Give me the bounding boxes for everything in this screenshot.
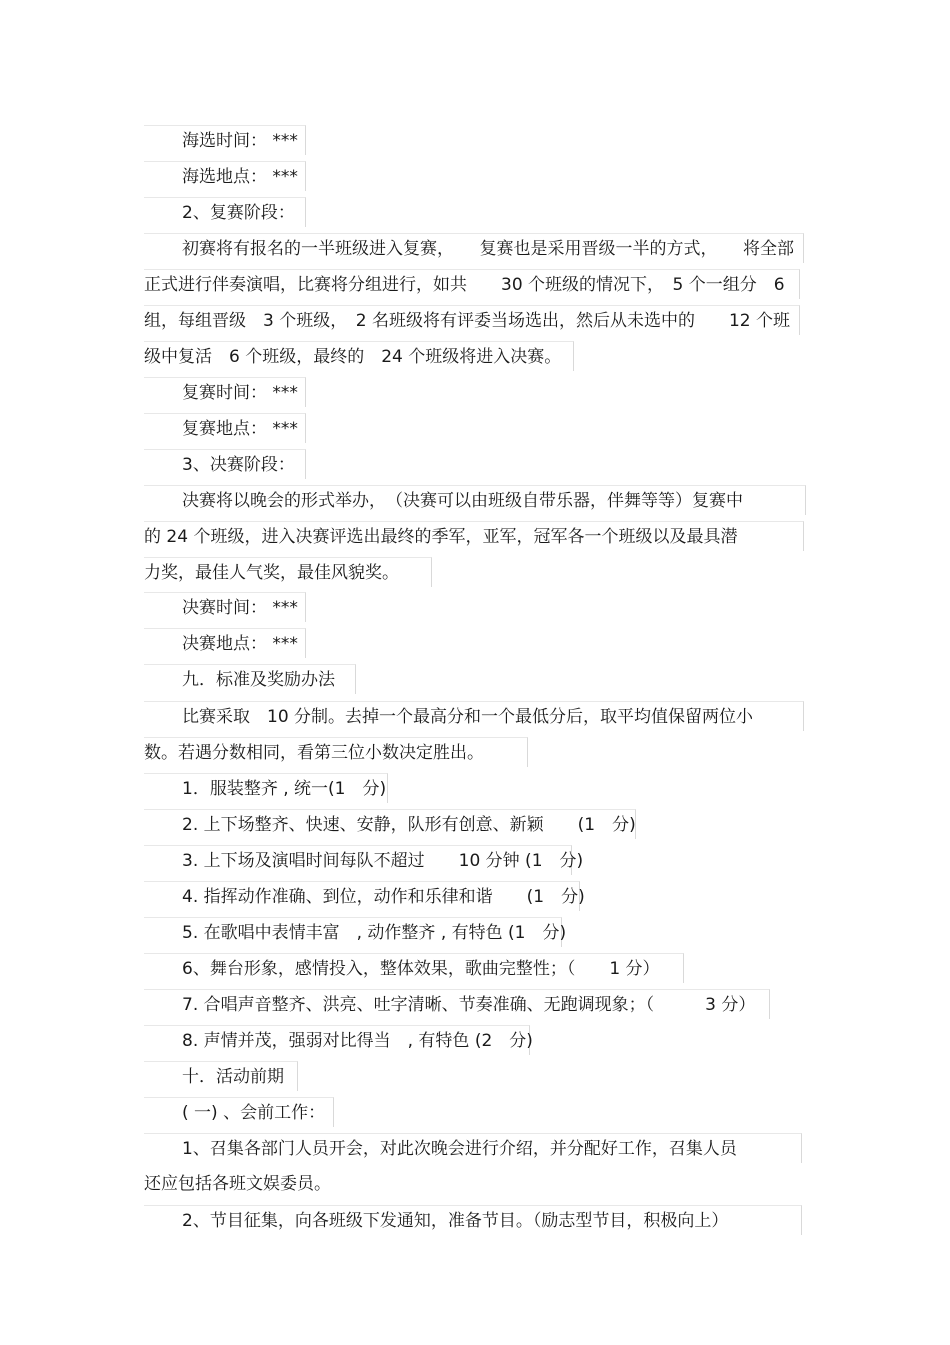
paragraph-line: 级中复活 6 个班级，最终的 24 个班级将进入决赛。 bbox=[144, 341, 574, 371]
text-line: 复赛地点： *** bbox=[144, 413, 306, 443]
paragraph-line: 组，每组晋级 3 个班级， 2 名班级将有评委当场选出，然后从未选中的 12 个班 bbox=[144, 305, 800, 335]
list-item: 2. 上下场整齐、快速、安静，队形有创意、新颖 (1 分) bbox=[144, 809, 636, 839]
paragraph-line: 决赛将以晚会的形式举办， （决赛可以由班级自带乐器，伴舞等等）复赛中 bbox=[144, 485, 806, 515]
paragraph-line: 1、召集各部门人员开会，对此次晚会进行介绍，并分配好工作，召集人员 bbox=[144, 1133, 802, 1163]
paragraph-line: 2、节目征集，向各班级下发通知，准备节目。（励志型节目，积极向上） bbox=[144, 1205, 802, 1235]
paragraph-line: 初赛将有报名的一半班级进入复赛， 复赛也是采用晋级一半的方式， 将全部 bbox=[144, 233, 804, 263]
section-heading: 3、决赛阶段： bbox=[144, 449, 306, 479]
list-item: 8. 声情并茂，强弱对比得当 , 有特色 (2 分) bbox=[144, 1025, 530, 1055]
text-line: 海选时间： *** bbox=[144, 125, 306, 155]
paragraph-line: 的 24 个班级，进入决赛评选出最终的季军，亚军，冠军各一个班级以及最具潜 bbox=[144, 521, 804, 551]
text-line: 决赛地点： *** bbox=[144, 628, 306, 658]
paragraph-line: 力奖，最佳人气奖，最佳风貌奖。 bbox=[144, 557, 432, 587]
list-item: 7. 合唱声音整齐、洪亮、吐字清晰、节奏准确、无跑调现象；（ 3 分） bbox=[144, 989, 770, 1019]
section-heading: 2、复赛阶段： bbox=[144, 197, 306, 227]
text-line: 海选地点： *** bbox=[144, 161, 306, 191]
paragraph-line: 还应包括各班文娱委员。 bbox=[144, 1174, 331, 1194]
subsection-heading: ( 一) 、会前工作： bbox=[144, 1097, 334, 1127]
paragraph-line: 比赛采取 10 分制。去掉一个最高分和一个最低分后，取平均值保留两位小 bbox=[144, 701, 804, 731]
list-item: 6、舞台形象，感情投入，整体效果，歌曲完整性；（ 1 分） bbox=[144, 953, 684, 983]
list-item: 3. 上下场及演唱时间每队不超过 10 分钟 (1 分) bbox=[144, 845, 572, 875]
paragraph-line: 数。若遇分数相同，看第三位小数决定胜出。 bbox=[144, 737, 528, 767]
list-item: 5. 在歌唱中表情丰富 , 动作整齐 , 有特色 (1 分) bbox=[144, 917, 562, 947]
section-heading: 九．标准及奖励办法 bbox=[144, 664, 356, 694]
list-item: 1．服装整齐 , 统一(1 分) bbox=[144, 773, 388, 803]
paragraph-line: 正式进行伴奏演唱，比赛将分组进行，如共 30 个班级的情况下， 5 个一组分 6 bbox=[144, 269, 800, 299]
text-line: 复赛时间： *** bbox=[144, 377, 306, 407]
list-item: 4. 指挥动作准确、到位，动作和乐律和谐 (1 分) bbox=[144, 881, 580, 911]
section-heading: 十．活动前期 bbox=[144, 1061, 298, 1091]
text-line: 决赛时间： *** bbox=[144, 592, 306, 622]
